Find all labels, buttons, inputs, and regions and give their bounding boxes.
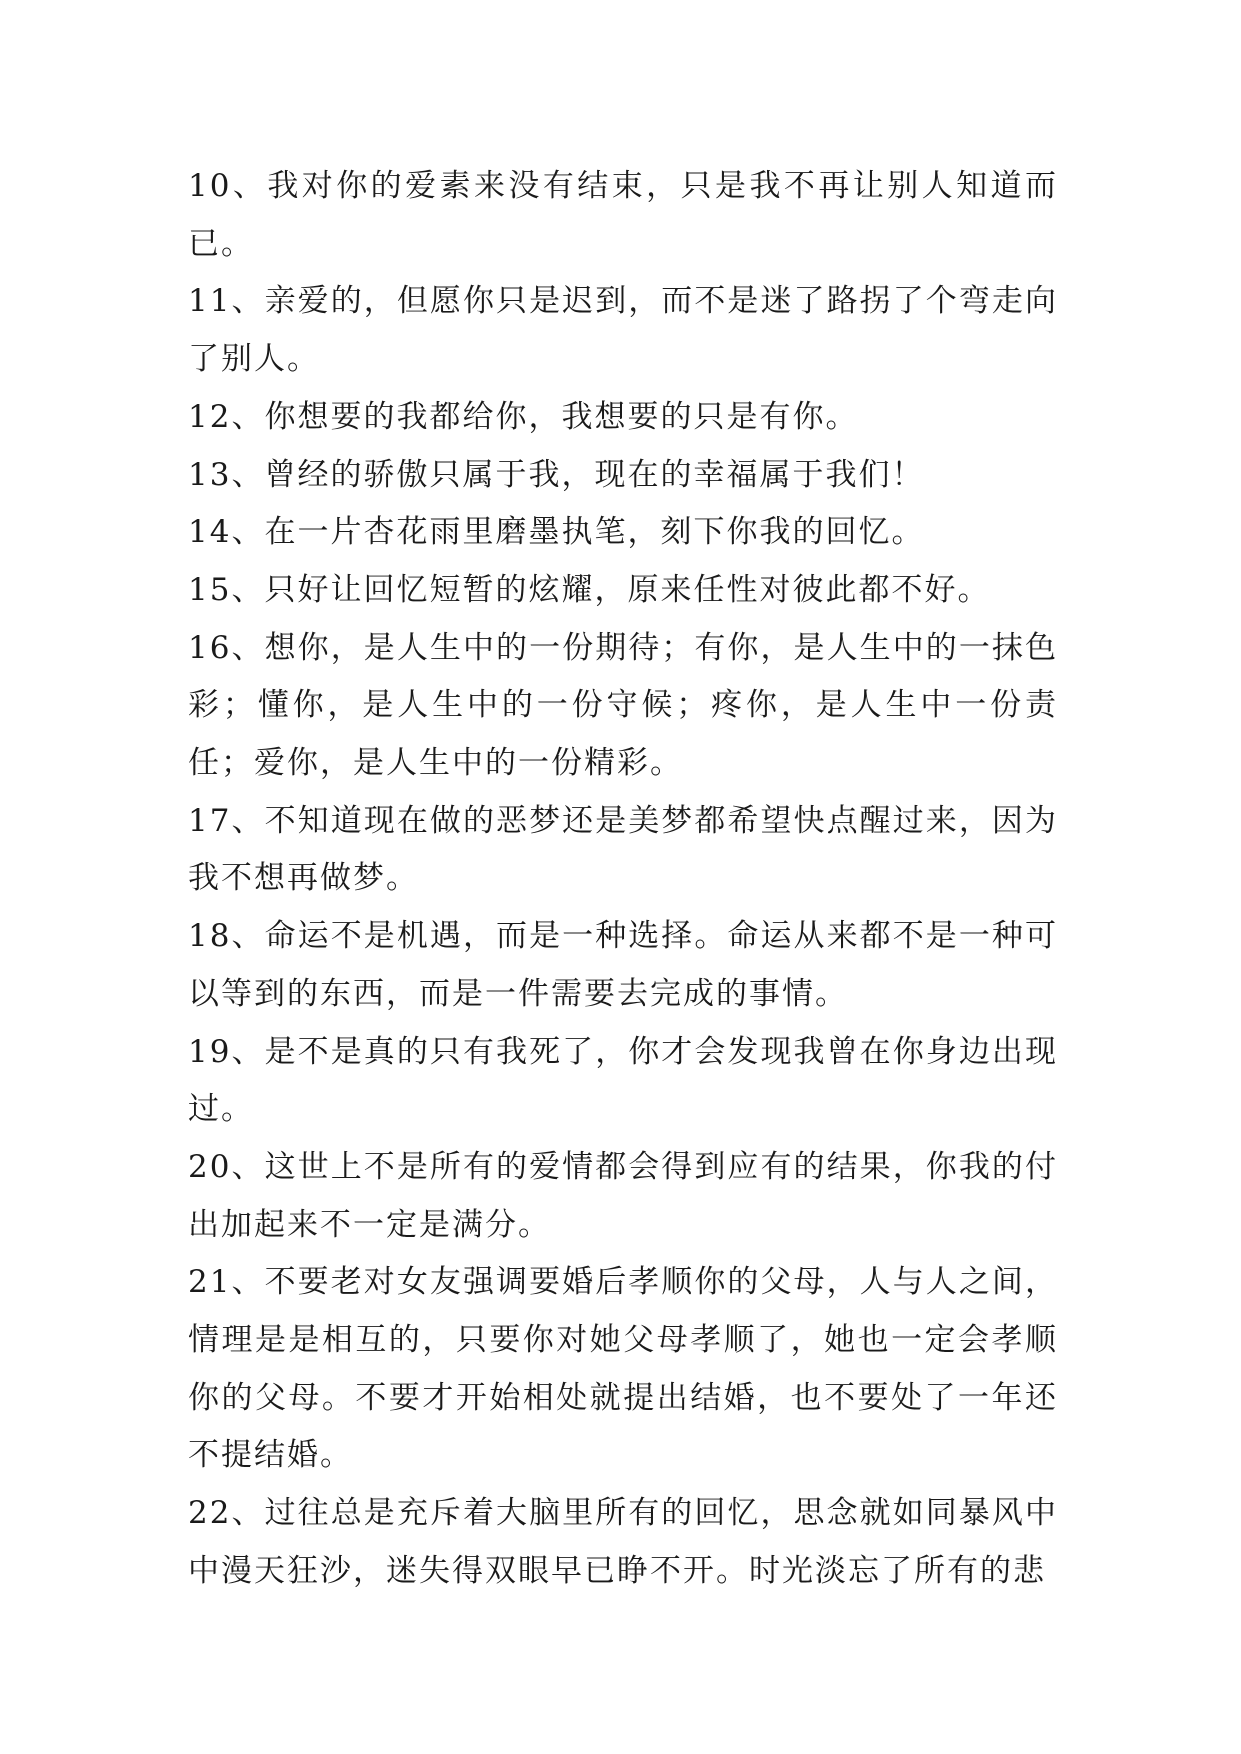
paragraph-21: 21、不要老对女友强调要婚后孝顺你的父母，人与人之间，情理是是相互的，只要你对她父母孝顺了，她也一定会孝顺你的父母。不要才开始相处就提出结婚，也不要处了一年还不提结婚。 bbox=[188, 1264, 1058, 1474]
paragraph-17: 17、不知道现在做的恶梦还是美梦都希望快点醒过来，因为我不想再做梦。 bbox=[188, 802, 1058, 897]
paragraph-19: 19、是不是真的只有我死了，你才会发现我曾在你身边出现过。 bbox=[188, 1033, 1058, 1128]
paragraph-13: 13、曾经的骄傲只属于我，现在的幸福属于我们！ bbox=[188, 456, 925, 493]
paragraph-22: 22、过往总是充斥着大脑里所有的回忆，思念就如同暴风中中漫天狂沙，迷失得双眼早已睁不开。时光淡忘了所有的悲 bbox=[188, 1495, 1058, 1589]
paragraph-15: 15、只好让回忆短暂的炫耀，原来任性对彼此都不好。 bbox=[188, 571, 991, 608]
paragraph-11: 11、亲爱的，但愿你只是迟到，而不是迷了路拐了个弯走向了别人。 bbox=[188, 283, 1058, 378]
paragraph-10: 10、我对你的爱素来没有结束，只是我不再让别人知道而已。 bbox=[188, 168, 1058, 262]
paragraph-18: 18、命运不是机遇，而是一种选择。命运从来都不是一种可以等到的东西，而是一件需要去完成的事情。 bbox=[188, 918, 1058, 1012]
paragraph-16: 16、想你，是人生中的一份期待；有你，是人生中的一抹色彩；懂你，是人生中的一份守候；疼你，是人生中一份责任；爱你，是人生中的一份精彩。 bbox=[188, 629, 1058, 782]
document-body bbox=[188, 158, 1058, 1601]
paragraph-12: 12、你想要的我都给你，我想要的只是有你。 bbox=[188, 398, 859, 435]
paragraph-20: 20、这世上不是所有的爱情都会得到应有的结果，你我的付出加起来不一定是满分。 bbox=[188, 1148, 1058, 1243]
paragraph-14: 14、在一片杏花雨里磨墨执笔，刻下你我的回忆。 bbox=[188, 514, 925, 551]
